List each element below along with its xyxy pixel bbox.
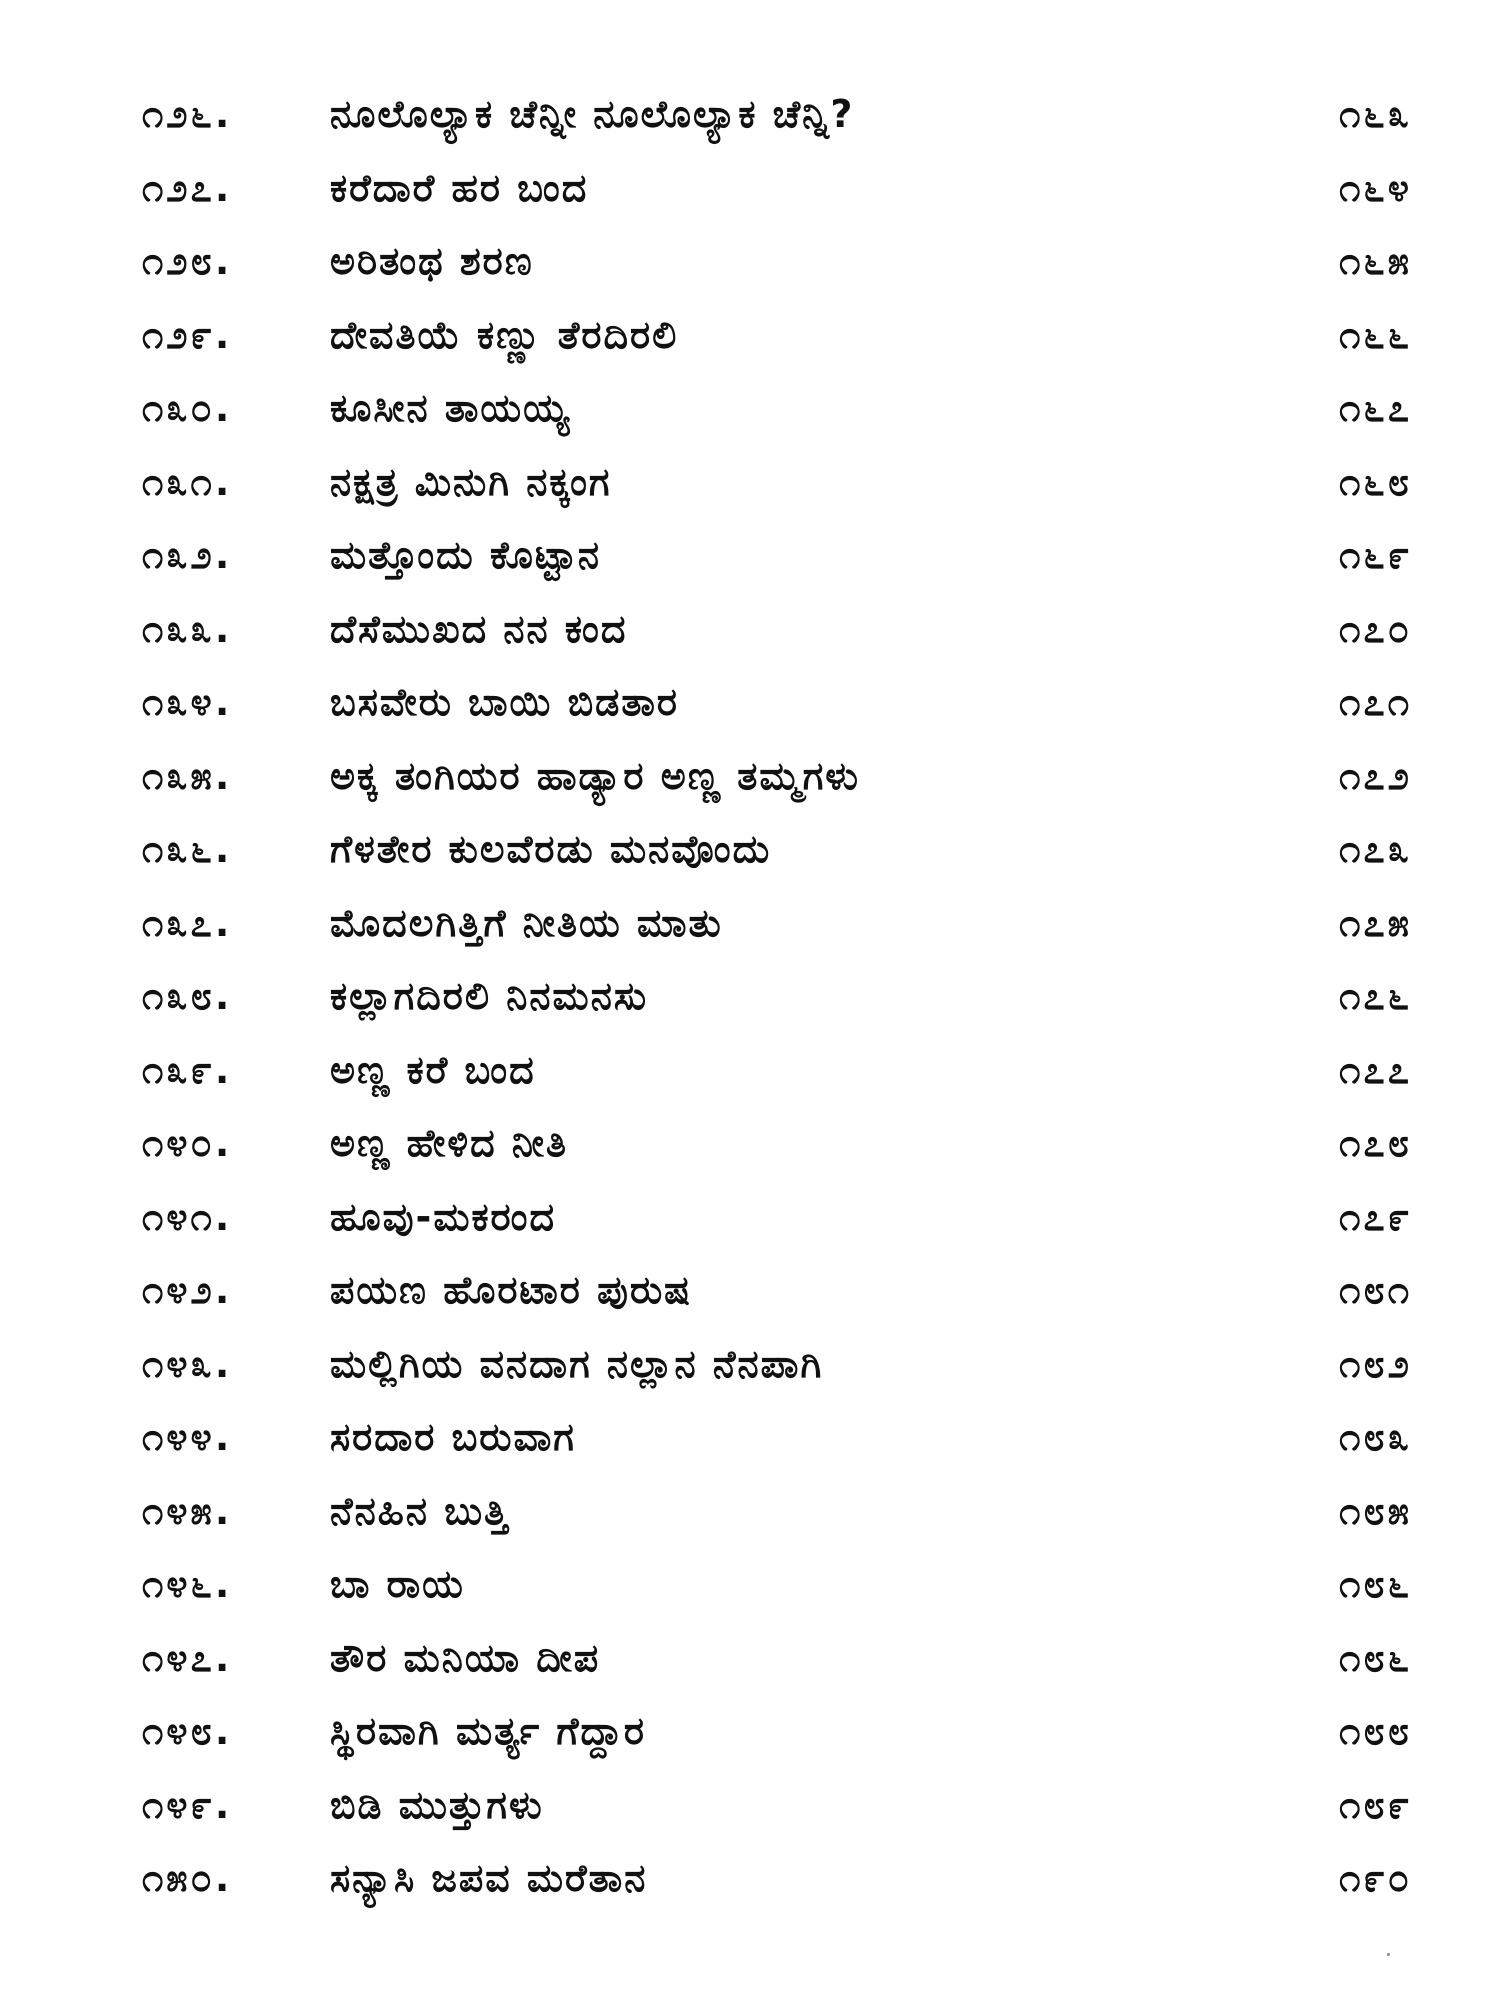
entry-page-number: ೧೭೬	[1339, 974, 1412, 1018]
toc-entry	[0, 78, 1500, 152]
entry-title: ಬಾ ರಾಯ	[330, 1562, 465, 1606]
paper-speck	[1387, 1953, 1390, 1956]
toc-entry	[0, 446, 1500, 520]
entry-page-number: ೧೭೩	[1339, 827, 1412, 871]
entry-page-number: ೧೬೭	[1339, 386, 1412, 430]
toc-entry	[0, 1034, 1500, 1108]
toc-entry	[0, 1622, 1500, 1696]
toc-entry	[0, 519, 1500, 593]
entry-page-number: ೧೬೪	[1339, 165, 1412, 210]
entry-number: ೧೪೪.	[142, 1415, 233, 1459]
entry-number: ೧೨೯.	[142, 312, 233, 357]
entry-number: ೧೨೭.	[142, 165, 233, 210]
entry-title: ಮೊದಲಗಿತ್ತಿಗೆ ನೀತಿಯ ಮಾತು	[330, 900, 723, 945]
entry-number: ೧೩೦.	[142, 386, 233, 430]
toc-entry	[0, 152, 1500, 226]
toc-entry	[0, 666, 1500, 740]
entry-number: ೧೩೫.	[142, 753, 233, 798]
entry-title: ಪಯಣ ಹೊರಟಾರ ಪುರುಷ	[330, 1268, 693, 1312]
entry-title: ಬಸವೇರು ಬಾಯಿ ಬಿಡತಾರ	[330, 680, 679, 724]
toc-entry	[0, 813, 1500, 887]
toc-entry	[0, 1254, 1500, 1328]
entry-number: ೧೪೮.	[142, 1709, 233, 1753]
entry-number: ೧೩೯.	[142, 1047, 233, 1092]
entry-title: ಕರೆದಾರೆ ಹರ ಬಂದ	[330, 165, 589, 210]
entry-title: ಅಕ್ಕ ತಂಗಿಯರ ಹಾಡ್ಯಾರ ಅಣ್ಣ ತಮ್ಮಗಳು	[330, 753, 861, 798]
entry-page-number: ೧೬೫	[1339, 239, 1412, 283]
entry-title: ನೆನಹಿನ ಬುತ್ತಿ	[330, 1488, 510, 1533]
entry-title: ಕಲ್ಲಾಗದಿರಲಿ ನಿನಮನಸು	[330, 974, 649, 1018]
entry-title: ಮತ್ತೊಂದು ಕೊಟ್ಟಾನ	[330, 533, 602, 577]
toc-entry	[0, 1695, 1500, 1769]
entry-page-number: ೧೮೨	[1339, 1341, 1412, 1386]
entry-number: ೧೪೬.	[142, 1562, 233, 1606]
toc-entry	[0, 1475, 1500, 1549]
entry-page-number: ೧೬೩	[1339, 92, 1412, 136]
entry-title: ದೆಸೆಮುಖದ ನನ ಕಂದ	[330, 606, 628, 651]
toc-entry	[0, 1181, 1500, 1255]
entry-title: ಸರದಾರ ಬರುವಾಗ	[330, 1415, 576, 1459]
entry-number: ೧೩೭.	[142, 900, 233, 945]
entry-number: ೧೩೧.	[142, 459, 233, 504]
entry-page-number: ೧೮೬	[1339, 1635, 1412, 1680]
entry-page-number: ೧೭೯	[1339, 1194, 1412, 1239]
entry-title: ಮಲ್ಲಿಗಿಯ ವನದಾಗ ನಲ್ಲಾನ ನೆನಪಾಗಿ	[330, 1341, 824, 1386]
toc-entry	[0, 1548, 1500, 1622]
entry-number: ೧೩೪.	[142, 680, 233, 724]
entry-title: ನಕ್ಷತ್ರ ಮಿನುಗಿ ನಕ್ಕಂಗ	[330, 459, 612, 504]
entry-number: ೧೩೬.	[142, 827, 233, 871]
toc-entry	[0, 225, 1500, 299]
entry-title: ಬಿಡಿ ಮುತ್ತುಗಳು	[330, 1782, 544, 1827]
entry-page-number: ೧೮೮	[1339, 1709, 1412, 1753]
entry-number: ೧೪೯.	[142, 1782, 233, 1827]
entry-title: ತೌರ ಮನಿಯಾ ದೀಪ	[330, 1635, 601, 1680]
toc-entry	[0, 1842, 1500, 1916]
entry-title: ನೂಲೊಲ್ಯಾಕ ಚೆನ್ನೀ ನೂಲೊಲ್ಯಾಕ ಚೆನ್ನಿ?	[330, 92, 855, 136]
entry-page-number: ೧೮೬	[1339, 1562, 1412, 1606]
entry-page-number: ೧೬೮	[1339, 459, 1412, 504]
entry-page-number: ೧೬೯	[1339, 533, 1412, 577]
entry-page-number: ೧೮೧	[1339, 1268, 1412, 1312]
entry-page-number: ೧೭೫	[1339, 900, 1412, 945]
toc-entry	[0, 1328, 1500, 1402]
toc-entry	[0, 1107, 1500, 1181]
entry-page-number: ೧೭೭	[1339, 1047, 1412, 1092]
toc-entry	[0, 299, 1500, 373]
entry-page-number: ೧೬೬	[1339, 312, 1412, 357]
entry-title: ಅರಿತಂಥ ಶರಣ	[330, 239, 534, 283]
entry-page-number: ೧೮೫	[1339, 1488, 1412, 1533]
entry-number: ೧೨೬.	[142, 92, 233, 136]
entry-number: ೧೪೧.	[142, 1194, 233, 1239]
entry-page-number: ೧೮೩	[1339, 1415, 1412, 1459]
entry-title: ಸನ್ಯಾಸಿ ಜಪವ ಮರೆತಾನ	[330, 1856, 648, 1900]
entry-title: ಗೆಳತೇರ ಕುಲವೆರಡು ಮನವೊಂದು	[330, 827, 772, 871]
entry-number: ೧೪೨.	[142, 1268, 233, 1312]
entry-page-number: ೧೭೮	[1339, 1121, 1412, 1165]
toc-entry	[0, 372, 1500, 446]
toc-entry	[0, 1401, 1500, 1475]
entry-page-number: ೧೮೯	[1339, 1782, 1412, 1827]
toc-entry	[0, 740, 1500, 814]
entry-number: ೧೫೦.	[142, 1856, 233, 1900]
entry-title: ಕೂಸೀನ ತಾಯಯ್ಯ	[330, 386, 572, 430]
entry-page-number: ೧೯೦	[1339, 1856, 1412, 1900]
entry-title: ಅಣ್ಣ ಕರೆ ಬಂದ	[330, 1047, 536, 1092]
entry-title: ದೇವತಿಯೆ ಕಣ್ಣು ತೆರದಿರಲಿ	[330, 312, 679, 357]
entry-number: ೧೨೮.	[142, 239, 233, 283]
entry-number: ೧೪೩.	[142, 1341, 233, 1386]
entry-page-number: ೧೭೧	[1339, 680, 1412, 724]
entry-number: ೧೩೩.	[142, 606, 233, 651]
entry-number: ೧೪೭.	[142, 1635, 233, 1680]
entry-title: ಹೂವು-ಮಕರಂದ	[330, 1194, 557, 1239]
table-of-contents	[0, 78, 1500, 1916]
entry-number: ೧೩೮.	[142, 974, 233, 1018]
entry-page-number: ೧೭೦	[1339, 606, 1412, 651]
entry-title: ಅಣ್ಣ ಹೇಳಿದ ನೀತಿ	[330, 1121, 569, 1165]
toc-entry	[0, 593, 1500, 667]
entry-page-number: ೧೭೨	[1339, 753, 1412, 798]
toc-entry	[0, 960, 1500, 1034]
toc-entry	[0, 1769, 1500, 1843]
entry-number: ೧೩೨.	[142, 533, 233, 577]
entry-number: ೧೪೫.	[142, 1488, 233, 1533]
entry-title: ಸ್ಥಿರವಾಗಿ ಮರ್ತ್ಯ ಗೆದ್ದಾರ	[330, 1709, 646, 1753]
entry-number: ೧೪೦.	[142, 1121, 233, 1165]
toc-entry	[0, 887, 1500, 961]
